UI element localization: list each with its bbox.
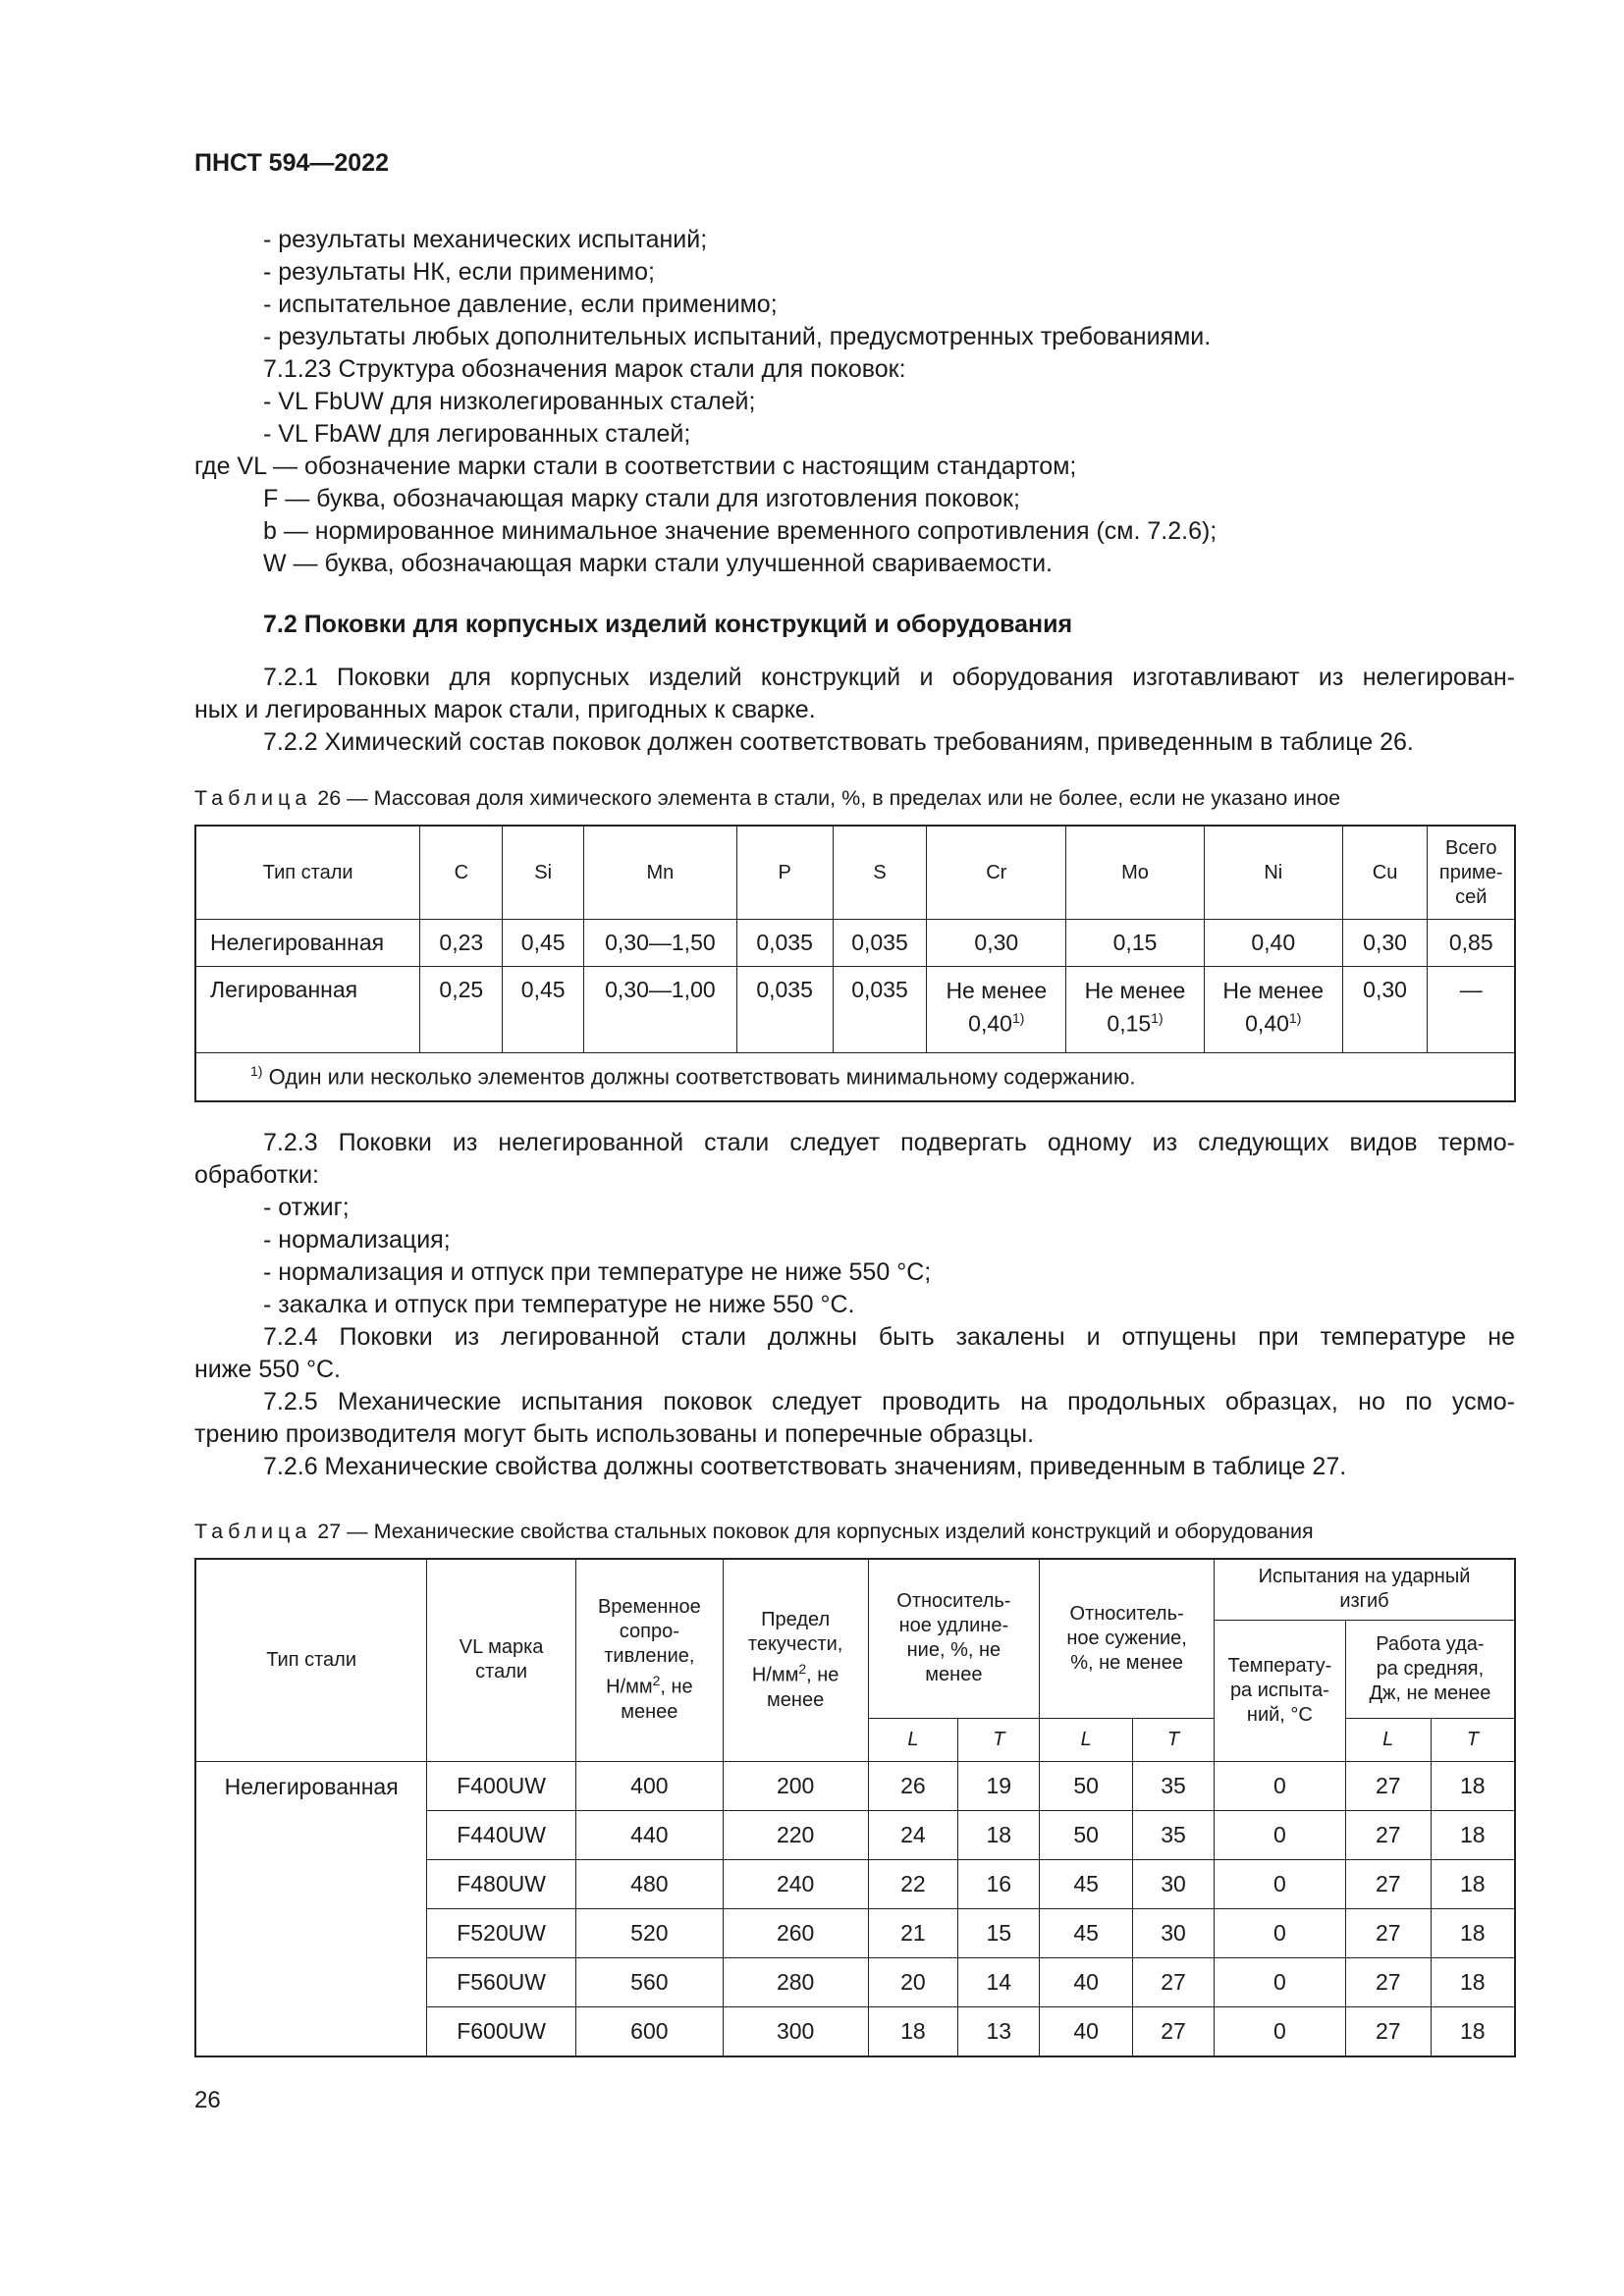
table-cell: Не менее 0,15$^{1)}$ [1066,967,1205,1053]
table-cell: 18 [958,1810,1040,1859]
table-cell: 27 [1345,2006,1431,2056]
list-item: - результаты любых дополнительных испытаний, предусмотренных требованиями. [263,323,1212,350]
table-row [195,967,1515,1053]
list-item: - закалка и отпуск при температуре не ниже 550 °C. [263,1291,855,1318]
table-cell: 240 [723,1859,868,1908]
table-cell: Нелегированная [195,1761,427,2056]
list-item: - отжиг; [263,1194,350,1221]
table-cell: F560UW [427,1957,576,2006]
table-27-caption: Таблица 27 — Механические свойства стальных поковок для корпусных изделий конструкций и оборудования [194,1520,1314,1543]
table-cell: 24 [868,1810,958,1859]
table-cell: 18 [1431,1859,1515,1908]
header-cell: Mn [584,826,737,920]
header-cell: S [833,826,927,920]
table-cell: 0 [1214,1761,1345,1810]
where-line: где VL — обозначение марки стали в соответствии с настоящим стандартом; [194,453,1077,480]
header-cell-impurities: Всего приме- сей [1428,826,1515,920]
paragraph-7-2-3: 7.2.3 Поковки из нелегированной стали следует подвергать одному из следующих видов термо- [263,1129,1515,1156]
header-cell: T [958,1718,1040,1761]
table-cell: 0,45 [503,967,584,1053]
table-cell: F600UW [427,2006,576,2056]
table-cell: — [1428,967,1515,1053]
header-cell: L [1040,1718,1133,1761]
paragraph-7-2-1-cont: ных и легированных марок стали, пригодных к сварке. [194,696,816,723]
paragraph-7-2-4: 7.2.4 Поковки из легированной стали должны быть закалены и отпущены при температуре не [263,1323,1515,1351]
header-cell: Тип стали [195,826,420,920]
paragraph-7-2-1: 7.2.1 Поковки для корпусных изделий конструкций и оборудования изготавливают из нелегирован- [263,664,1515,691]
table-cell: F520UW [427,1908,576,1957]
header-cell: L [1345,1718,1431,1761]
table-cell: 480 [575,1859,723,1908]
table-cell: 27 [1345,1810,1431,1859]
table-cell: F400UW [427,1761,576,1810]
paragraph-7-2-6: 7.2.6 Механические свойства должны соответствовать значениям, приведенным в таблице 27. [263,1453,1347,1480]
paragraph-7-2-4-cont: ниже 550 °C. [194,1356,341,1383]
table-cell: 0,30—1,50 [584,920,737,967]
table-cell: 27 [1345,1761,1431,1810]
document-header: ПНСТ 594—2022 [194,149,389,177]
table-cell: 18 [1431,1810,1515,1859]
header-cell: Испытания на ударный изгиб [1214,1559,1515,1620]
page-number: 26 [194,2087,221,2113]
table-cell: Нелегированная [195,920,420,967]
table-cell: 440 [575,1810,723,1859]
header-cell: Si [503,826,584,920]
table-26 [194,825,1516,1102]
table-cell: 19 [958,1761,1040,1810]
table-cell: Не менее 0,40$^{1)}$ [927,967,1066,1053]
table-cell: 0,30—1,00 [584,967,737,1053]
table-cell: 40 [1040,1957,1133,2006]
table-cell: 27 [1133,2006,1215,2056]
table-cell: 18 [1431,1908,1515,1957]
where-line: b — нормированное минимальное значение временного сопротивления (см. 7.2.6); [263,517,1218,545]
table-header-row [195,826,1515,920]
header-cell: Относитель- ное удлине- ние, %, не менее [868,1559,1040,1718]
header-cell: Относитель- ное сужение, %, не менее [1040,1559,1215,1718]
header-cell: T [1133,1718,1215,1761]
table-cell: 30 [1133,1908,1215,1957]
section-title: 7.2 Поковки для корпусных изделий конструкций и оборудования [263,611,1073,638]
table-cell: 0 [1214,1859,1345,1908]
table-cell: 260 [723,1908,868,1957]
list-item: - нормализация; [263,1226,451,1254]
header-cell: Работа уда- ра средняя, Дж, не менее [1345,1620,1515,1718]
header-cell: Cr [927,826,1066,920]
table-cell: 21 [868,1908,958,1957]
table-cell: 600 [575,2006,723,2056]
table-cell: 520 [575,1908,723,1957]
table-cell: 0 [1214,1908,1345,1957]
table-cell: 45 [1040,1859,1133,1908]
table-cell: 18 [1431,1761,1515,1810]
table-cell: 27 [1345,1908,1431,1957]
paragraph-7-2-5: 7.2.5 Механические испытания поковок следует проводить на продольных образцах, но по усмо- [263,1388,1515,1415]
table-cell: 50 [1040,1810,1133,1859]
table-footnote: $^{1)}$ Один или несколько элементов должны соответствовать минимальному содержанию. [195,1053,1515,1102]
where-line: W — буква, обозначающая марки стали улучшенной свариваемости. [263,550,1053,577]
table-cell: 35 [1133,1810,1215,1859]
table-cell: Не менее 0,40$^{1)}$ [1204,967,1342,1053]
table-cell: 400 [575,1761,723,1810]
list-item: - VL FbAW для легированных сталей; [263,420,691,448]
paragraphs-721-722 [194,662,1515,759]
table-cell: 26 [868,1761,958,1810]
table-cell: F440UW [427,1810,576,1859]
table-cell: 50 [1040,1761,1133,1810]
table-cell: 0,30 [927,920,1066,967]
table-cell: 30 [1133,1859,1215,1908]
table-cell: 16 [958,1859,1040,1908]
table-cell: 20 [868,1957,958,2006]
paragraph-7-1-23: 7.1.23 Структура обозначения марок стали для поковок: [263,355,906,383]
table-cell: 27 [1133,1957,1215,2006]
table-cell: 0 [1214,1810,1345,1859]
table-cell: 14 [958,1957,1040,2006]
table-cell: 15 [958,1908,1040,1957]
table-header-row [195,1559,1515,1620]
table-cell: 0 [1214,1957,1345,2006]
where-line: F — буква, обозначающая марку стали для изготовления поковок; [263,485,1020,512]
table-cell: F480UW [427,1859,576,1908]
table-cell: 0,25 [420,967,503,1053]
table-cell: 280 [723,1957,868,2006]
table-row [195,920,1515,967]
list-item: - нормализация и отпуск при температуре не ниже 550 °C; [263,1258,932,1286]
header-cell: Предел текучести, $Н/мм^2$, не менее [723,1559,868,1761]
table-cell: 35 [1133,1761,1215,1810]
table-27 [194,1558,1516,2057]
table-cell: 0,035 [736,967,833,1053]
table-cell: 0,40 [1204,920,1342,967]
list-item: - результаты НК, если применимо; [263,258,655,286]
header-cell: C [420,826,503,920]
header-cell: Временное сопро- тивление, $Н/мм^2$, не менее [575,1559,723,1761]
table-cell: 0,035 [736,920,833,967]
list-item: - результаты механических испытаний; [263,226,708,253]
header-cell: P [736,826,833,920]
header-cell: Тип стали [195,1559,427,1761]
table-cell: 0,30 [1342,920,1428,967]
table-cell: 200 [723,1761,868,1810]
table-cell: 0,035 [833,967,927,1053]
header-cell: Ni [1204,826,1342,920]
table-row [195,1761,1515,1810]
header-cell: T [1431,1718,1515,1761]
list-item: - испытательное давление, если применимо; [263,291,778,318]
header-cell: Температу- ра испыта- ний, °C [1214,1620,1345,1761]
table-cell: 0,035 [833,920,927,967]
table-cell: 13 [958,2006,1040,2056]
table-26-caption: Таблица 26 — Массовая доля химического элемента в стали, %, в пределах или не более, если не указано иное [194,786,1341,810]
table-cell: 0 [1214,2006,1345,2056]
table-cell: 18 [868,2006,958,2056]
paragraph-7-2-2: 7.2.2 Химический состав поковок должен соответствовать требованиям, приведенным в таблице 26. [263,728,1414,756]
table-cell: 560 [575,1957,723,2006]
table-cell: 0,15 [1066,920,1205,967]
table-cell: 22 [868,1859,958,1908]
table-cell: 0,45 [503,920,584,967]
list-item: - VL FbUW для низколегированных сталей; [263,388,756,415]
table-cell: Легированная [195,967,420,1053]
table-cell: 18 [1431,1957,1515,2006]
table-cell: 300 [723,2006,868,2056]
table-cell: 220 [723,1810,868,1859]
table-cell: 0,85 [1428,920,1515,967]
table-cell: 27 [1345,1957,1431,2006]
table-footnote-row [195,1053,1515,1102]
header-cell: Cu [1342,826,1428,920]
header-cell: VL марка стали [427,1559,576,1761]
table-cell: 27 [1345,1859,1431,1908]
table-cell: 40 [1040,2006,1133,2056]
intro-block [194,224,1515,580]
paragraph-7-2-5-cont: трению производителя могут быть использованы и поперечные образцы. [194,1420,1035,1448]
table-cell: 0,23 [420,920,503,967]
table-cell: 18 [1431,2006,1515,2056]
paragraph-7-2-3-cont: обработки: [194,1161,320,1189]
table-cell: 0,30 [1342,967,1428,1053]
table-cell: 45 [1040,1908,1133,1957]
paragraphs-723-726 [194,1127,1515,1483]
header-cell: L [868,1718,958,1761]
header-cell: Mo [1066,826,1205,920]
